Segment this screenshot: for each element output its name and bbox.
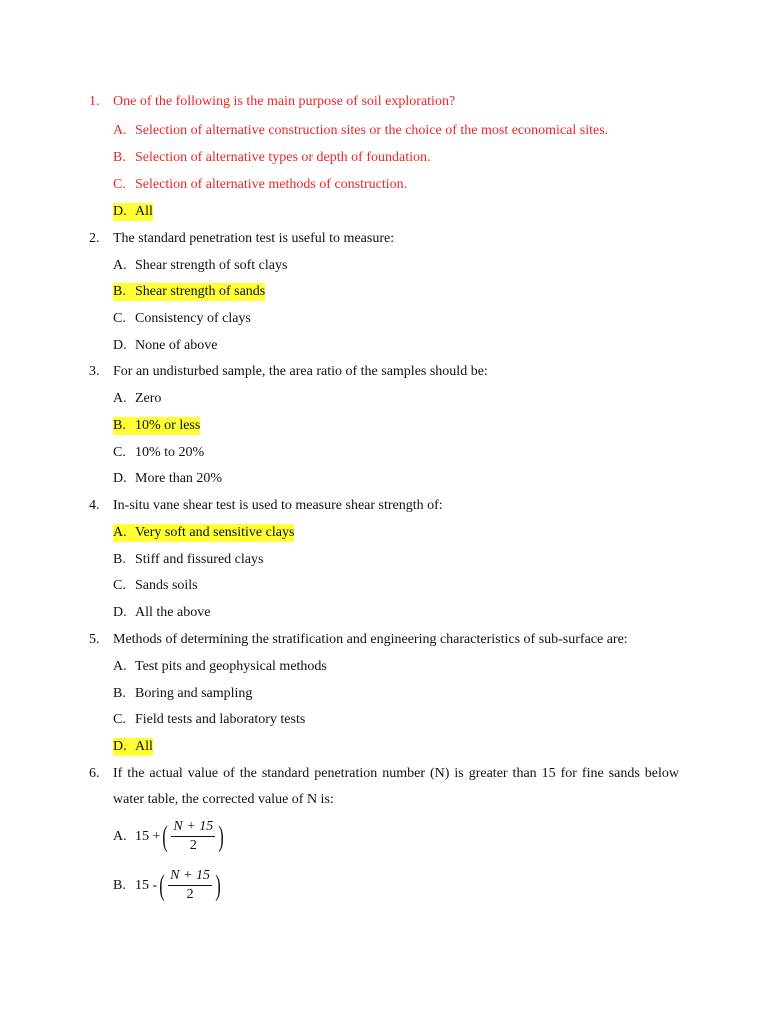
formula-prefix: 15 - [135, 877, 158, 893]
formula [113, 818, 226, 855]
option-text: None of above [135, 338, 218, 353]
q6-option-a [113, 818, 226, 855]
question-1 [89, 94, 455, 110]
answer-highlight [113, 524, 294, 542]
q2-option-a [113, 258, 287, 274]
option-text: Very soft and sensitive clays [135, 525, 295, 540]
option-text: 10% or less [135, 418, 201, 433]
fraction-numerator: N + 15 [171, 818, 215, 837]
fraction-numerator: N + 15 [168, 867, 212, 886]
option-text: Stiff and fissured clays [135, 552, 264, 567]
question-number: 6. [89, 766, 100, 781]
option-letter: A. [113, 659, 127, 674]
option-text: Zero [135, 391, 162, 406]
option-letter: B. [113, 150, 126, 165]
q1-option-c [113, 177, 407, 193]
option-letter: D. [113, 204, 127, 219]
answer-highlight [113, 203, 153, 221]
option-letter: A. [113, 391, 127, 406]
option-letter: A. [113, 123, 127, 138]
formula-prefix: 15 + [135, 828, 161, 844]
left-paren-icon: ( [159, 868, 165, 902]
question-number: 5. [89, 632, 100, 647]
left-paren-icon: ( [162, 819, 169, 853]
q2-option-c [113, 311, 251, 327]
option-text: Consistency of clays [135, 311, 251, 326]
question-2 [89, 231, 394, 247]
fraction-denominator: 2 [189, 838, 197, 853]
q4-option-b [113, 552, 263, 568]
q5-option-b [113, 686, 252, 702]
option-letter: B. [113, 877, 126, 893]
option-text: Boring and sampling [135, 686, 253, 701]
q2-option-d [113, 338, 217, 354]
answer-highlight [113, 738, 153, 756]
option-text: 10% to 20% [135, 445, 205, 460]
option-text: All the above [135, 605, 211, 620]
option-letter: B. [113, 284, 126, 299]
option-text: Shear strength of sands [135, 284, 266, 299]
q1-option-b [113, 150, 430, 166]
option-letter: D. [113, 739, 127, 754]
answer-highlight [113, 283, 265, 301]
q1-option-d [113, 204, 153, 220]
option-letter: D. [113, 338, 127, 353]
option-letter: A. [113, 828, 127, 844]
option-text: Shear strength of soft clays [135, 258, 288, 273]
option-letter: C. [113, 311, 126, 326]
q5-option-c [113, 712, 305, 728]
q5-option-a [113, 659, 327, 675]
question-3 [89, 364, 488, 380]
option-text: Sands soils [135, 578, 198, 593]
question-text: In-situ vane shear test is used to measure shear strength of: [113, 498, 443, 513]
option-text: All [135, 204, 153, 219]
option-letter: A. [113, 525, 127, 540]
option-text: Selection of alternative types or depth of foundation. [135, 150, 431, 165]
question-number: 1. [89, 94, 100, 109]
option-letter: D. [113, 471, 127, 486]
question-5 [89, 632, 628, 648]
q5-option-d [113, 739, 153, 755]
option-letter: C. [113, 445, 126, 460]
q6-option-b [113, 867, 223, 904]
q3-option-b [113, 418, 200, 434]
answer-highlight [113, 417, 200, 435]
option-text: Test pits and geophysical methods [135, 659, 327, 674]
question-text: If the actual value of the standard penetration number (N) is greater than 15 for fine sands below water table, the corrected value of N is: [113, 766, 679, 807]
option-text: Selection of alternative construction sites or the choice of the most economical sites. [135, 123, 609, 138]
question-text: For an undisturbed sample, the area ratio of the samples should be: [113, 364, 488, 379]
question-4 [89, 498, 443, 514]
q3-option-d [113, 471, 222, 487]
question-text: One of the following is the main purpose of soil exploration? [113, 94, 456, 109]
q2-option-b [113, 284, 265, 300]
option-text: Selection of alternative methods of construction. [135, 177, 408, 192]
q3-option-c [113, 445, 204, 461]
option-letter: A. [113, 258, 127, 273]
question-number: 2. [89, 231, 100, 246]
option-letter: B. [113, 686, 126, 701]
option-text: Field tests and laboratory tests [135, 712, 306, 727]
fraction [168, 867, 212, 904]
q4-option-c [113, 578, 198, 594]
question-number: 4. [89, 498, 100, 513]
q4-option-d [113, 605, 210, 621]
option-letter: D. [113, 605, 127, 620]
q4-option-a [113, 525, 294, 541]
option-letter: C. [113, 578, 126, 593]
option-letter: C. [113, 712, 126, 727]
right-paren-icon: ) [218, 819, 224, 853]
fraction [171, 818, 215, 855]
question-number: 3. [89, 364, 100, 379]
q3-option-a [113, 391, 161, 407]
question-text: Methods of determining the stratification and engineering characteristics of sub-surface are: [113, 632, 628, 647]
right-paren-icon: ) [215, 868, 221, 902]
option-letter: B. [113, 552, 126, 567]
q1-option-a [113, 123, 608, 139]
question-6 [89, 761, 679, 813]
formula [113, 867, 223, 904]
option-letter: B. [113, 418, 126, 433]
fraction-denominator: 2 [186, 887, 194, 902]
option-text: More than 20% [135, 471, 223, 486]
question-text: The standard penetration test is useful to measure: [113, 231, 395, 246]
option-letter: C. [113, 177, 126, 192]
option-text: All [135, 739, 153, 754]
